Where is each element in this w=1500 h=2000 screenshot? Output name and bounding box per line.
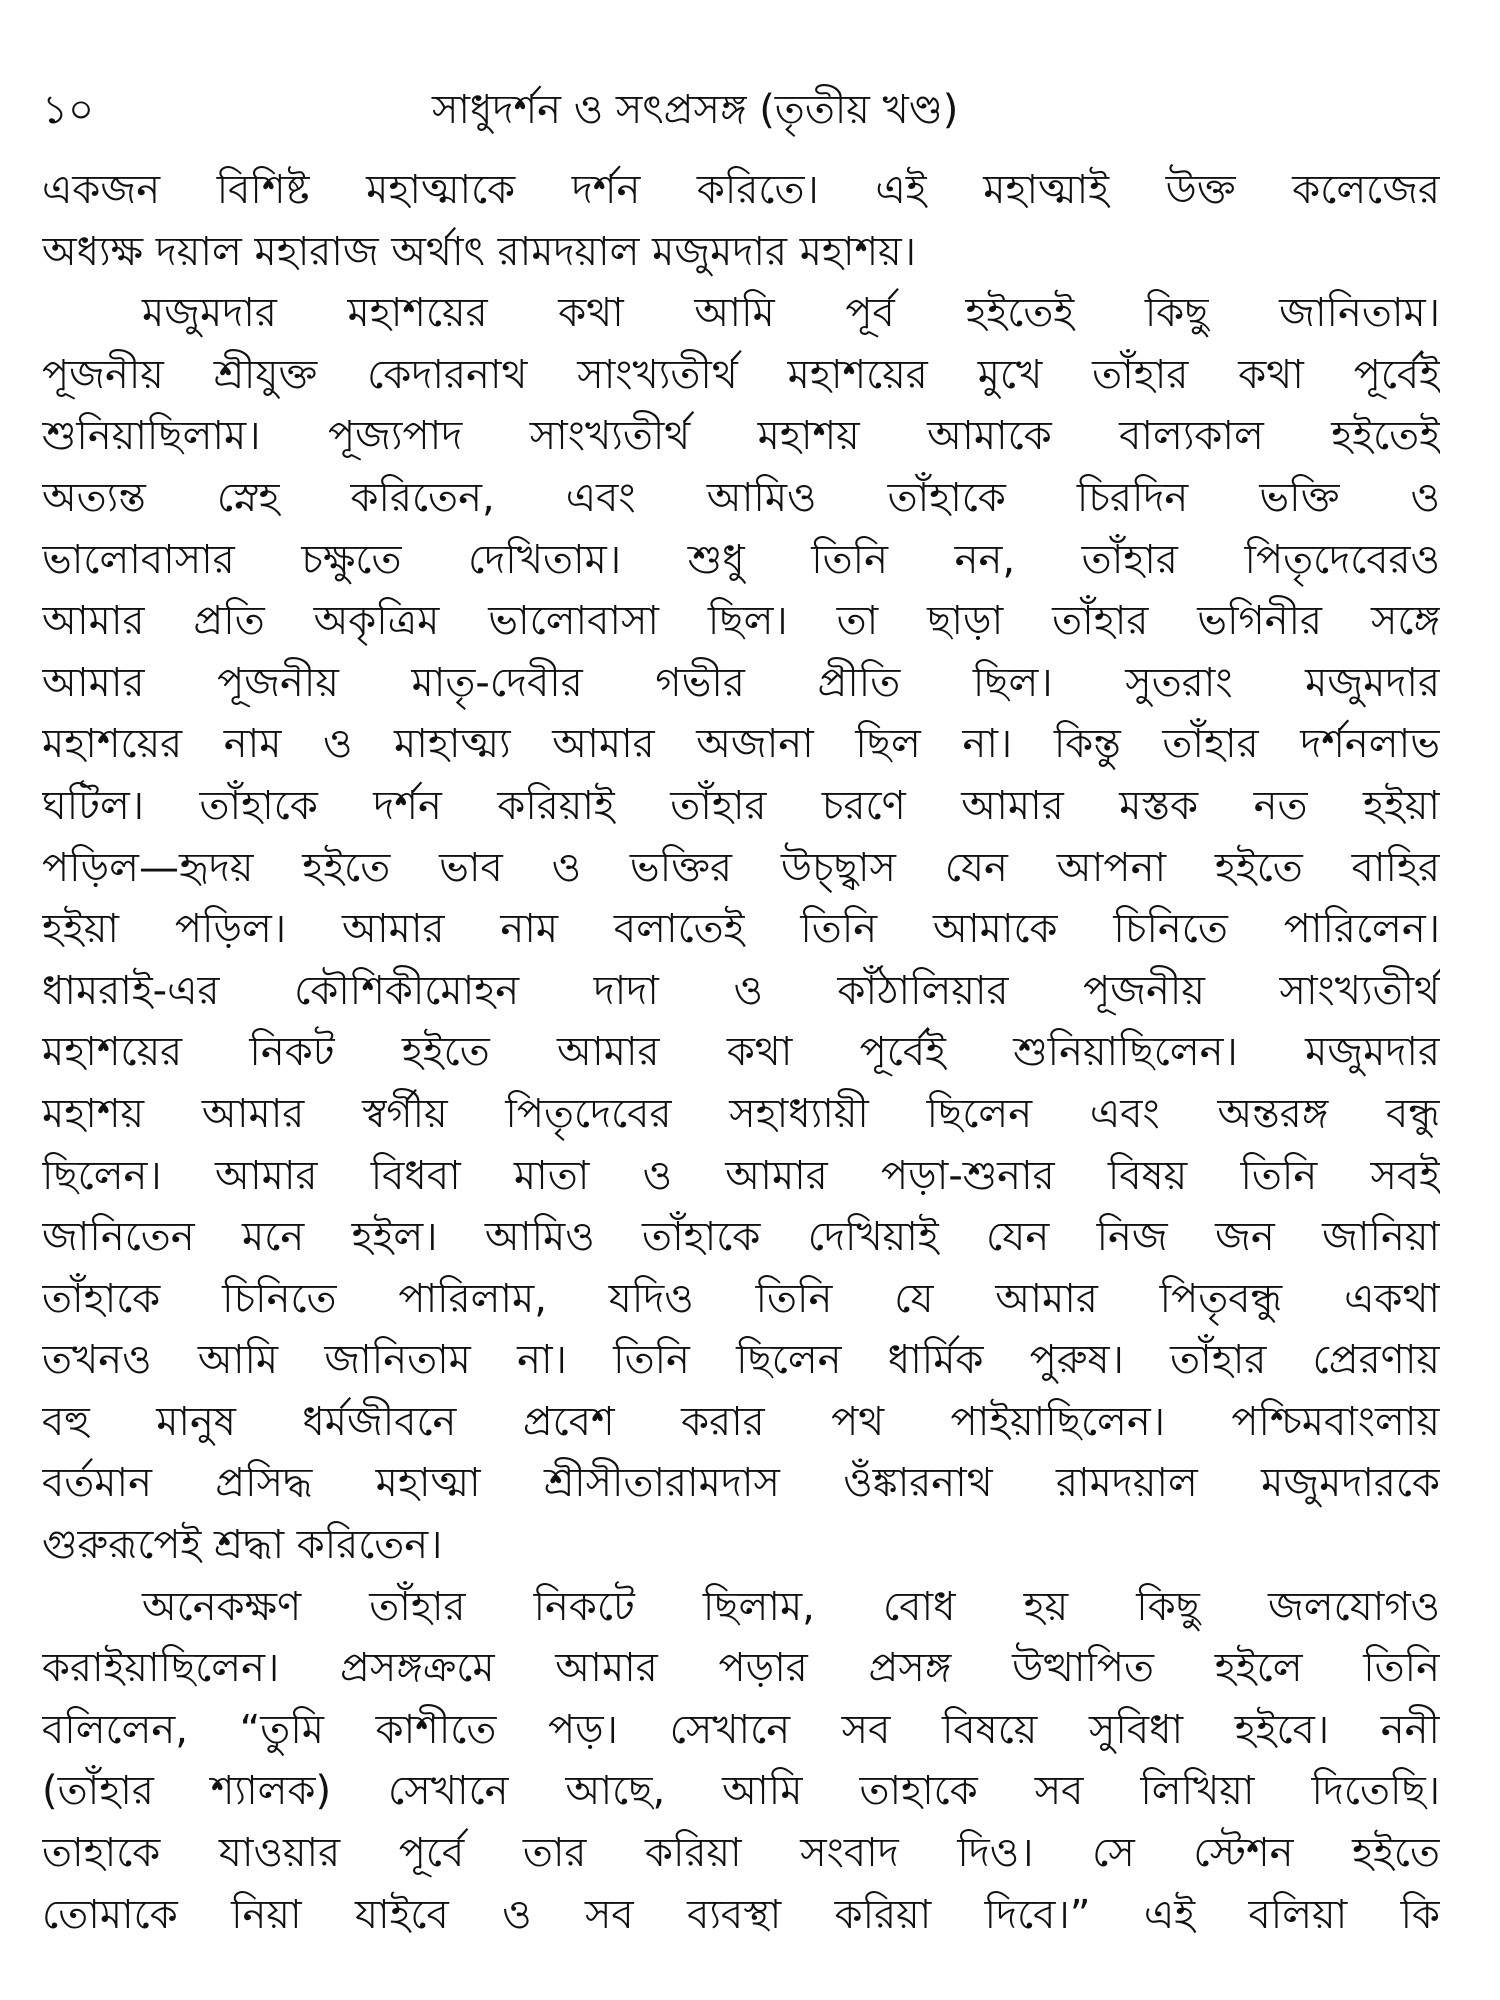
page-header bbox=[42, 80, 1442, 150]
text-line: বর্তমান প্রসিদ্ধ মহাত্মা শ্রীসীতারামদাস ওঁঙ্কারনাথ রামদয়াল মজুমদারকে bbox=[42, 1460, 1440, 1507]
body-text bbox=[42, 160, 1440, 1946]
text-line: ধামরাই-এর কৌশিকীমোহন দাদা ও কাঁঠালিয়ার পূজনীয় সাংখ্যতীর্থ bbox=[42, 967, 1440, 1014]
text-line: মহাশয়ের নিকট হইতে আমার কথা পূর্বেই শুনিয়াছিলেন। মজুমদার bbox=[42, 1029, 1440, 1076]
text-line: জানিতেন মনে হইল। আমিও তাঁহাকে দেখিয়াই যেন নিজ জন জানিয়া bbox=[42, 1214, 1440, 1261]
text-line: ঘটিল। তাঁহাকে দর্শন করিয়াই তাঁহার চরণে আমার মস্তক নত হইয়া bbox=[42, 782, 1440, 829]
text-line: অনেকক্ষণ তাঁহার নিকটে ছিলাম, বোধ হয় কিছু জলযোগও bbox=[142, 1583, 1440, 1630]
text-line: গুরুরূপেই শ্রদ্ধা করিতেন। bbox=[42, 1522, 443, 1569]
text-line: তখনও আমি জানিতাম না। তিনি ছিলেন ধার্মিক পুরুষ। তাঁহার প্রেরণায় bbox=[42, 1337, 1440, 1384]
text-line: তোমাকে নিয়া যাইবে ও সব ব্যবস্থা করিয়া দিবে।” এই বলিয়া কি bbox=[42, 1891, 1440, 1938]
text-line: বহু মানুষ ধর্মজীবনে প্রবেশ করার পথ পাইয়াছিলেন। পশ্চিমবাংলায় bbox=[42, 1398, 1440, 1445]
running-title: সাধুদর্শন ও সৎপ্রসঙ্গ (তৃতীয় খণ্ড) bbox=[432, 87, 959, 133]
text-line: ছিলেন। আমার বিধবা মাতা ও আমার পড়া-শুনার বিষয় তিনি সবই bbox=[42, 1152, 1440, 1199]
text-line: বলিলেন, “তুমি কাশীতে পড়। সেখানে সব বিষয়ে সুবিধা হইবে। ননী bbox=[42, 1706, 1440, 1753]
text-line: তাহাকে যাওয়ার পূর্বে তার করিয়া সংবাদ দিও। সে স্টেশন হইতে bbox=[42, 1830, 1440, 1877]
text-line: আমার প্রতি অকৃত্রিম ভালোবাসা ছিল। তা ছাড়া তাঁহার ভগিনীর সঙ্গে bbox=[42, 598, 1440, 645]
text-line: মহাশয় আমার স্বর্গীয় পিতৃদেবের সহাধ্যায়ী ছিলেন এবং অন্তরঙ্গ বন্ধু bbox=[42, 1090, 1440, 1137]
text-line: অধ্যক্ষ দয়াল মহারাজ অর্থাৎ রামদয়াল মজুমদার মহাশয়। bbox=[42, 228, 917, 275]
text-line: (তাঁহার শ্যালক) সেখানে আছে, আমি তাহাকে সব লিখিয়া দিতেছি। bbox=[42, 1768, 1440, 1815]
text-line: আমার পূজনীয় মাতৃ-দেবীর গভীর প্রীতি ছিল। সুতরাং মজুমদার bbox=[42, 659, 1440, 706]
text-line: শুনিয়াছিলাম। পূজ্যপাদ সাংখ্যতীর্থ মহাশয় আমাকে বাল্যকাল হইতেই bbox=[42, 413, 1440, 460]
text-line: হইয়া পড়িল। আমার নাম বলাতেই তিনি আমাকে চিনিতে পারিলেন। bbox=[42, 906, 1440, 953]
text-line: মহাশয়ের নাম ও মাহাত্ম্য আমার অজানা ছিল না। কিন্তু তাঁহার দর্শনলাভ bbox=[42, 721, 1440, 768]
text-line: তাঁহাকে চিনিতে পারিলাম, যদিও তিনি যে আমার পিতৃবন্ধু একথা bbox=[42, 1275, 1440, 1322]
text-line: পূজনীয় শ্রীযুক্ত কেদারনাথ সাংখ্যতীর্থ মহাশয়ের মুখে তাঁহার কথা পূর্বেই bbox=[42, 351, 1440, 398]
text-line: একজন বিশিষ্ট মহাত্মাকে দর্শন করিতে। এই মহাত্মাই উক্ত কলেজের bbox=[42, 167, 1440, 213]
text-line: ভালোবাসার চক্ষুতে দেখিতাম। শুধু তিনি নন, তাঁহার পিতৃদেবেরও bbox=[42, 536, 1440, 583]
text-line: পড়িল—হৃদয় হইতে ভাব ও ভক্তির উচ্ছ্বাস যেন আপনা হইতে বাহির bbox=[42, 844, 1440, 891]
text-line: মজুমদার মহাশয়ের কথা আমি পূর্ব হইতেই কিছু জানিতাম। bbox=[142, 290, 1440, 337]
text-line: করাইয়াছিলেন। প্রসঙ্গক্রমে আমার পড়ার প্রসঙ্গ উত্থাপিত হইলে তিনি bbox=[42, 1645, 1440, 1692]
text-line: অত্যন্ত স্নেহ করিতেন, এবং আমিও তাঁহাকে চিরদিন ভক্তি ও bbox=[42, 474, 1440, 521]
page-number: ১০ bbox=[42, 87, 94, 133]
